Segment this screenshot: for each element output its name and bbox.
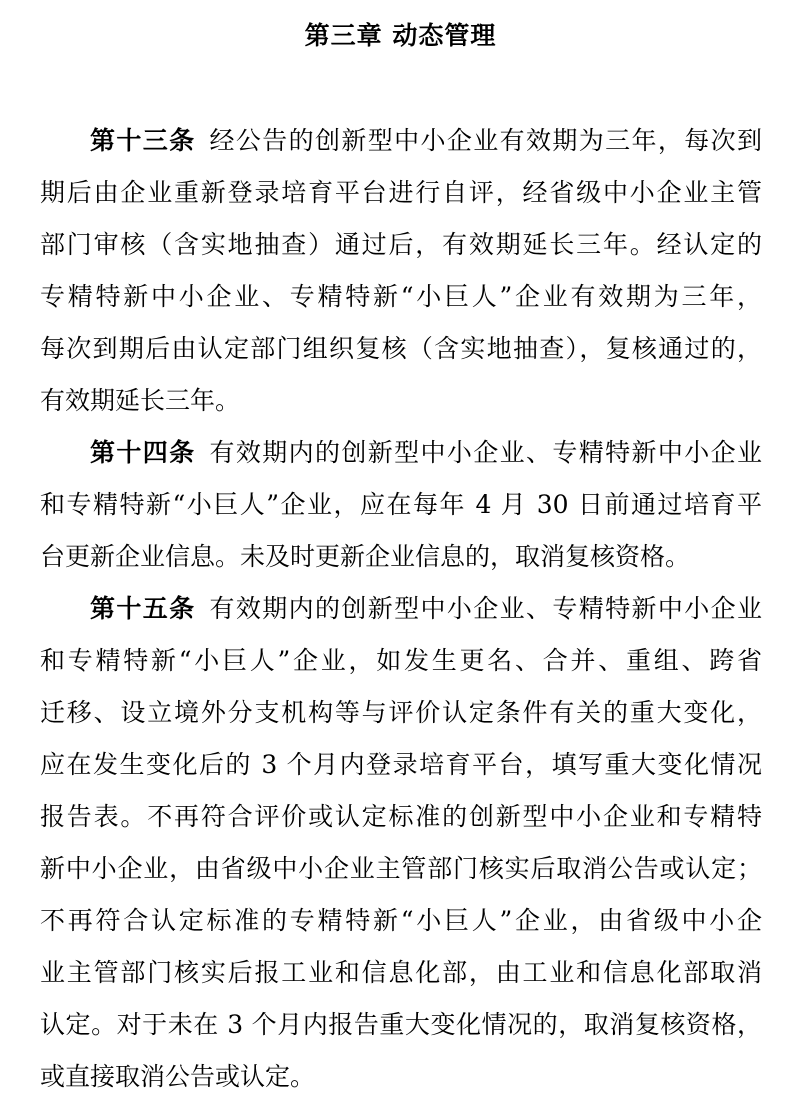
article-13-line-2: 期后由企业重新登录培育平台进行自评，经省级中小企业主管	[40, 178, 762, 207]
article-15-line-2: 和专精特新“小巨人”企业，如发生更名、合并、重组、跨省	[40, 646, 762, 675]
article-14-line-1: 第十四条 有效期内的创新型中小企业、专精特新中小企业	[90, 438, 762, 467]
article-15-line-9: 认定。对于未在 3 个月内报告重大变化情况的，取消复核资格，	[40, 1010, 762, 1039]
article-14-label: 第十四条	[90, 438, 196, 467]
article-13-label: 第十三条	[90, 126, 196, 155]
article-13-line-4: 专精特新中小企业、专精特新“小巨人”企业有效期为三年，	[40, 282, 762, 311]
article-15-label: 第十五条	[90, 594, 196, 623]
article-13-line-3: 部门审核（含实地抽查）通过后，有效期延长三年。经认定的	[40, 230, 762, 259]
article-13-line-5: 每次到期后由认定部门组织复核（含实地抽查），复核通过的，	[40, 334, 762, 363]
article-15-line-4: 应在发生变化后的 3 个月内登录培育平台，填写重大变化情况	[40, 750, 762, 779]
article-13-line-6: 有效期延长三年。	[40, 386, 241, 415]
chapter-title: 第三章 动态管理	[304, 21, 497, 50]
article-15-line-3: 迁移、设立境外分支机构等与评价认定条件有关的重大变化，	[40, 698, 762, 727]
article-15-line-6: 新中小企业，由省级中小企业主管部门核实后取消公告或认定；	[40, 854, 762, 883]
article-15-line-5: 报告表。不再符合评价或认定标准的创新型中小企业和专精特	[40, 802, 762, 831]
article-15-line-1: 第十五条 有效期内的创新型中小企业、专精特新中小企业	[90, 594, 762, 623]
article-15-line-8: 业主管部门核实后报工业和信息化部，由工业和信息化部取消	[40, 958, 762, 987]
article-13-line-1: 第十三条 经公告的创新型中小企业有效期为三年，每次到	[90, 126, 762, 155]
article-14-line-3: 台更新企业信息。未及时更新企业信息的，取消复核资格。	[40, 542, 691, 571]
article-14-line-2: 和专精特新“小巨人”企业，应在每年 4 月 30 日前通过培育平	[40, 490, 762, 519]
article-15-line-7: 不再符合认定标准的专精特新“小巨人”企业，由省级中小企	[40, 906, 762, 935]
article-15-line-10: 或直接取消公告或认定。	[40, 1062, 316, 1091]
